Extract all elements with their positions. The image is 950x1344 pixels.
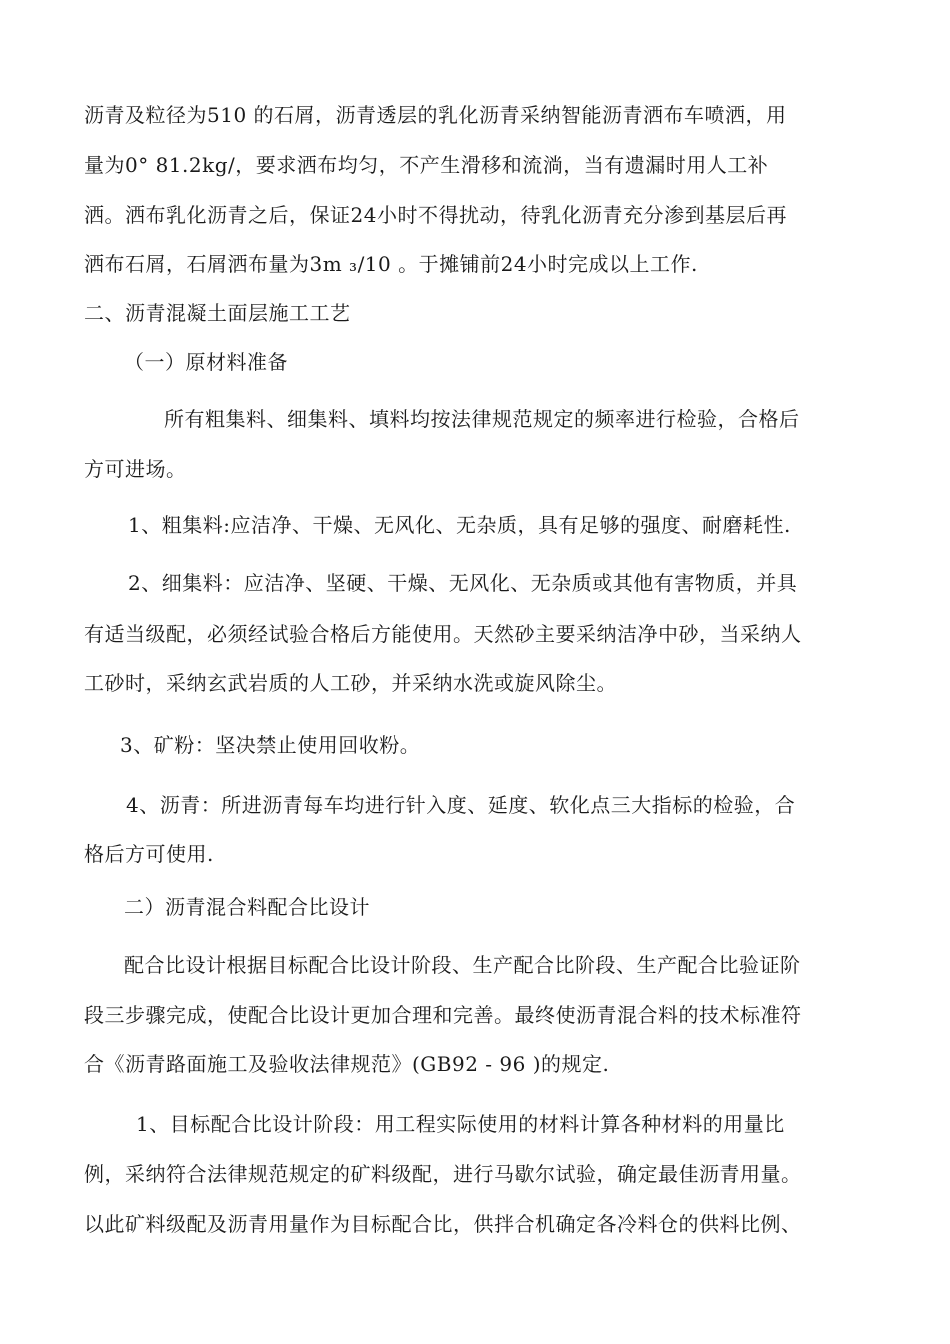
text-line: 段三步骤完成，使配合比设计更加合理和完善。最终使沥青混合料的技术标准符 xyxy=(84,1003,802,1027)
text-line: 沥青及粒径为510 的石屑，沥青透层的乳化沥青采纳智能沥青洒布车喷洒，用 xyxy=(84,103,787,127)
text-line: 方可进场。 xyxy=(84,457,187,481)
text-line: 配合比设计根据目标配合比设计阶段、生产配合比阶段、生产配合比验证阶 xyxy=(124,953,801,977)
text-line: 洒布石屑，石屑洒布量为3m ₃/10 。于摊铺前24小时完成以上工作. xyxy=(84,252,698,276)
list-item: 3、矿粉：坚决禁止使用回收粉。 xyxy=(120,733,421,757)
list-item: 2、细集料：应洁净、坚硬、干燥、无风化、无杂质或其他有害物质，并具 xyxy=(128,571,798,595)
subsection-heading: （一）原材料准备 xyxy=(124,350,288,374)
subsection-heading: 二）沥青混合料配合比设计 xyxy=(124,895,370,919)
text-line: 量为0° 81.2kg/，要求洒布均匀，不产生滑移和流淌，当有遗漏时用人工补 xyxy=(84,153,769,177)
section-heading: 二、沥青混凝土面层施工工艺 xyxy=(84,301,351,325)
text-line: 工砂时，采纳玄武岩质的人工砂，并采纳水洗或旋风除尘。 xyxy=(84,671,617,695)
text-line: 有适当级配，必须经试验合格后方能使用。天然砂主要采纳洁净中砂，当采纳人 xyxy=(84,622,802,646)
text-line: 洒。洒布乳化沥青之后，保证24小时不得扰动，待乳化沥青充分渗到基层后再 xyxy=(84,203,787,227)
text-line: 例，采纳符合法律规范规定的矿料级配，进行马歇尔试验，确定最佳沥青用量。 xyxy=(84,1162,802,1186)
list-item: 1、目标配合比设计阶段：用工程实际使用的材料计算各种材料的用量比 xyxy=(136,1112,785,1136)
text-line: 合《沥青路面施工及验收法律规范》(GB92 - 96 )的规定. xyxy=(84,1052,610,1076)
text-line: 以此矿料级配及沥青用量作为目标配合比，供拌合机确定各冷料仓的供料比例、 xyxy=(84,1212,802,1236)
list-item: 1、粗集料:应洁净、干燥、无风化、无杂质，具有足够的强度、耐磨耗性. xyxy=(128,513,791,537)
list-item: 4、沥青：所进沥青每车均进行针入度、延度、软化点三大指标的检验，合 xyxy=(126,793,796,817)
text-line: 格后方可使用. xyxy=(84,842,214,866)
text-line: 所有粗集料、细集料、填料均按法律规范规定的频率进行检验，合格后 xyxy=(164,407,800,431)
